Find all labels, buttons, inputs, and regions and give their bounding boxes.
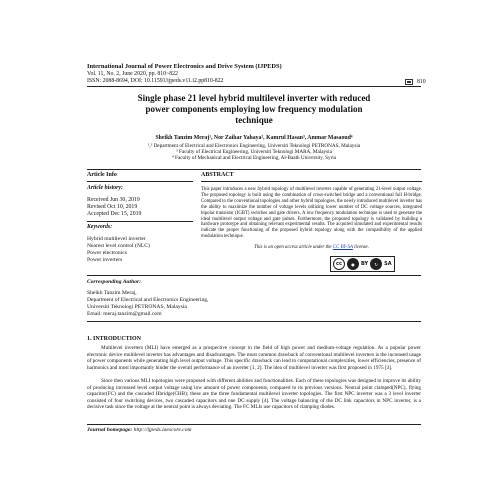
title-line-3: technique [235,115,273,125]
header-rule [87,86,421,87]
author-list: Sheikh Tanzim Meraj¹, Nor Zaihar Yahaya², Kamrul Hasan³, Ammar Masaoud⁴ [155,135,353,141]
intro-paragraph-1: Multilevel inverters (MLI) have emerged as a prospective concept in the field of high power and medium-voltage regulation. As a popular power electronic device multilevel inverter has advantages and disadvantages. The most common drawback of conventional multilevel inverters is the increased usage of power components while generating high level output voltage. This specific drawback can lead to computational complexities, lower efficiencies, presence of harmonics and most importantly hinder the overall performance of an inverter [1, 2]. The idea of multilevel inverter was first proposed in 1975 [3]. [87,345,421,371]
share-alike-icon: ↻ [370,258,382,270]
paper-title [87,93,421,126]
footer-rule [87,424,421,425]
intro-paragraph-2: Since then various MLI topologies were proposed with different abilities and functionalities. Each of these topologies was designed to improve its ability of producing increased level output voltage using low amount of power components, compared to its previous versions. Neutral point clamped(NPC), flying capacitor(FC) and the cascaded Hbridge(CHB); these are the three fundamental multilevel inverter topologies. The first NPC inverter was a 3 level inverter consisted of four switching devices, two cascaded capacitors and one DC supply [4]. The voltage balancing of the DC link capacitors in NPC inverter, is a decisive task since the voltage at the neutral point is always deviating. The FC MLIs use capacitors of clamping diodes. [87,378,421,410]
title-line-2: power components employing low frequency modulation [145,104,363,114]
info-heading-rule [87,181,193,182]
keywords-heading: Keywords: [87,224,113,230]
article-info-heading: Article Info [87,172,117,178]
keyword-1: Hybrid multilevel inverter [87,236,146,242]
footer [87,427,192,433]
license-note [201,245,422,250]
intro-heading: 1. INTRODUCTION [87,336,142,342]
corresponding-univ: Universiti Teknologi PETRONAS, Malaysia [87,304,187,310]
footer-label: Journal homepage: [87,427,133,433]
affiliation-1: ¹,² Department of Electrical and Electronics Engineering, Universiti Teknologi PETRONAS, Malaysia [147,143,361,149]
corresponding-name: Sheikh Tanzim Meraj, [87,290,137,296]
title-line-1: Single phase 21 level hybrid multilevel inverter with reduced [137,93,371,103]
footer-url[interactable]: http://ijpeds.iaescore.com [133,427,192,433]
keyword-3: Power electronics [87,250,127,256]
history-revised: Revised Oct 10, 2019 [87,204,138,210]
license-prefix: This is an open access article under the [254,245,332,250]
corresponding-dept: Department of Electrical and Electronics Engineering, [87,297,209,303]
journal-volume: Vol. 11, No. 2, June 2020, pp. 810~822 [87,71,178,77]
history-heading: Article history: [87,185,123,191]
cc-icon: cc [333,258,345,270]
affiliation-2: ³ Faculty of Electrical Engineering, Universiti Teknologi MARA, Malaysia [176,149,332,155]
info-bottom-rule [87,275,421,276]
abstract-heading: ABSTRACT [201,172,234,178]
journal-issn: ISSN: 2088-8694, DOI: 10.11591/ijpeds.v11.i2.pp810-822 [87,78,224,84]
journal-name: International Journal of Power Electronics and Drive System (IJPEDS) [87,63,282,70]
history-received: Received Jun 30, 2019 [87,197,140,203]
cc-sa-label: SA [384,261,392,267]
page-number-group [405,79,426,85]
keyword-2: Nearest level control (NLC) [87,243,150,249]
attribution-icon: ● [347,258,359,270]
corresponding-rule [87,321,421,322]
cc-by-label: BY [361,261,369,267]
corresponding-heading: Corresponding Author: [87,279,142,285]
history-rule [87,221,193,222]
info-top-rule [87,169,421,170]
license-suffix: license. [354,245,369,250]
history-accepted: Accepted Dec 15, 2019 [87,211,142,217]
page-number: 810 [417,79,426,85]
abstract-heading-rule [201,181,422,182]
corresponding-email[interactable]: Email: meraj.tanzim@gmail.com [87,311,162,317]
license-link[interactable]: CC BY-SA [332,245,353,250]
cc-license-badge[interactable] [330,256,395,272]
affiliation-3: ⁴ Faculty of Mechanical and Electrical Engineering, Al-Baath University, Syria [171,155,337,161]
journal-logo-icon [405,79,413,85]
abstract-text: This paper introduces a new hybrid topology of multilevel inverter capable of generating 21-level output voltage. The proposed topology is built using the combination of cross-switched bridge and a conventional full H-bridge. Compared to the conventional topologies and other hybrid topologies, the newly introduced multilevel inverter has the ability to maximize the number of voltage levels utilizing lower number of DC voltage sources, integrated bipolar transistor (IGBT) switches and gate drivers. A low frequency modulation technique is used to generate the ideal multilevel output voltage and gate pulses. Furthermore, the proposed topology is validated by building a hardware prototype and obtaining relevant experimental results. The acquired simulated and experimental results indicate the proper functioning of the proposed hybrid topology along with the compatibility of the applied modulation technique. [201,187,422,240]
keyword-4: Power inverters [87,257,123,263]
